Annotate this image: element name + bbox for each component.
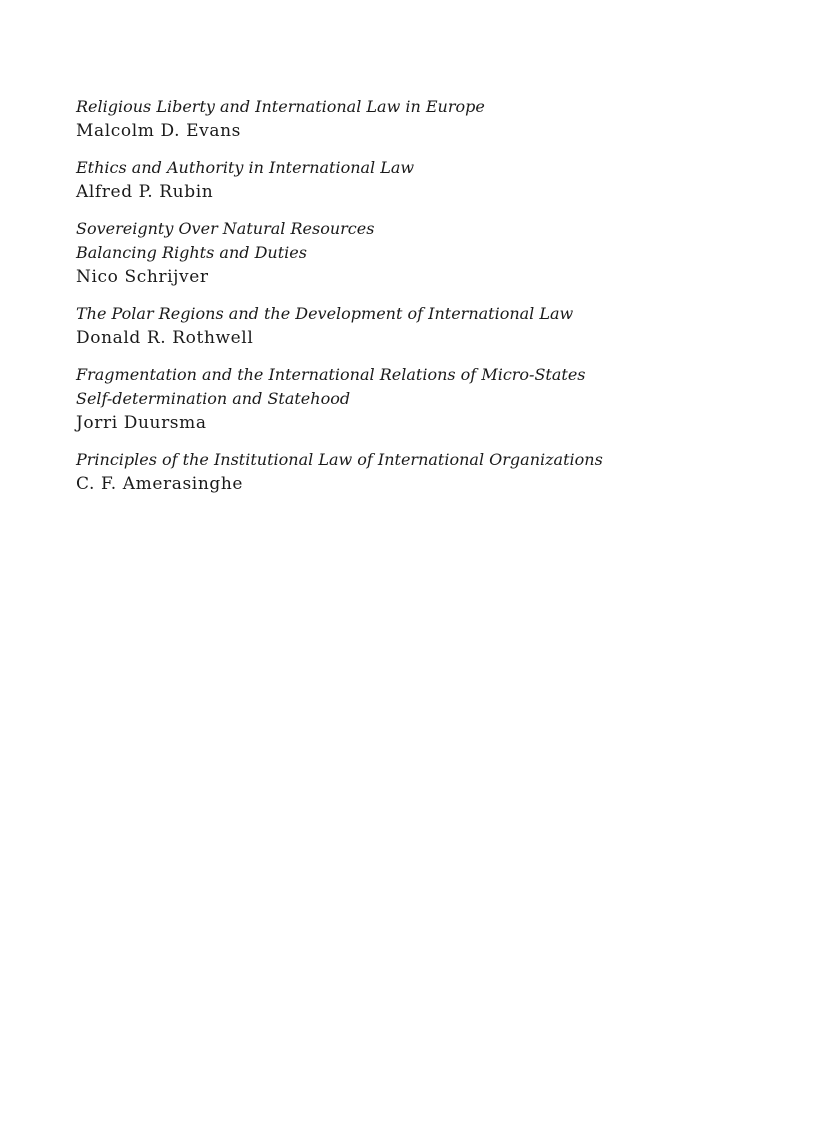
book-entry xyxy=(76,95,756,143)
book-entry xyxy=(76,363,756,435)
book-entry xyxy=(76,217,756,289)
book-author: Jorri Duursma xyxy=(76,413,207,433)
book-title: Principles of the Institutional Law of International Organizations xyxy=(76,450,603,469)
book-author: Donald R. Rothwell xyxy=(76,328,254,348)
book-entry xyxy=(76,302,756,350)
book-list xyxy=(76,95,756,509)
book-author: Malcolm D. Evans xyxy=(76,121,241,141)
book-title: Sovereignty Over Natural Resources xyxy=(76,219,375,238)
book-title: Religious Liberty and International Law in Europe xyxy=(76,97,485,116)
book-subtitle: Balancing Rights and Duties xyxy=(76,243,307,262)
book-author: Alfred P. Rubin xyxy=(76,182,214,202)
book-title: Fragmentation and the International Relations of Micro-States xyxy=(76,365,586,384)
book-author: C. F. Amerasinghe xyxy=(76,474,244,494)
book-author: Nico Schrijver xyxy=(76,267,209,287)
book-entry xyxy=(76,448,756,496)
book-entry xyxy=(76,156,756,204)
book-title: Ethics and Authority in International Law xyxy=(76,158,415,177)
book-title: The Polar Regions and the Development of International Law xyxy=(76,304,574,323)
book-subtitle: Self-determination and Statehood xyxy=(76,389,351,408)
